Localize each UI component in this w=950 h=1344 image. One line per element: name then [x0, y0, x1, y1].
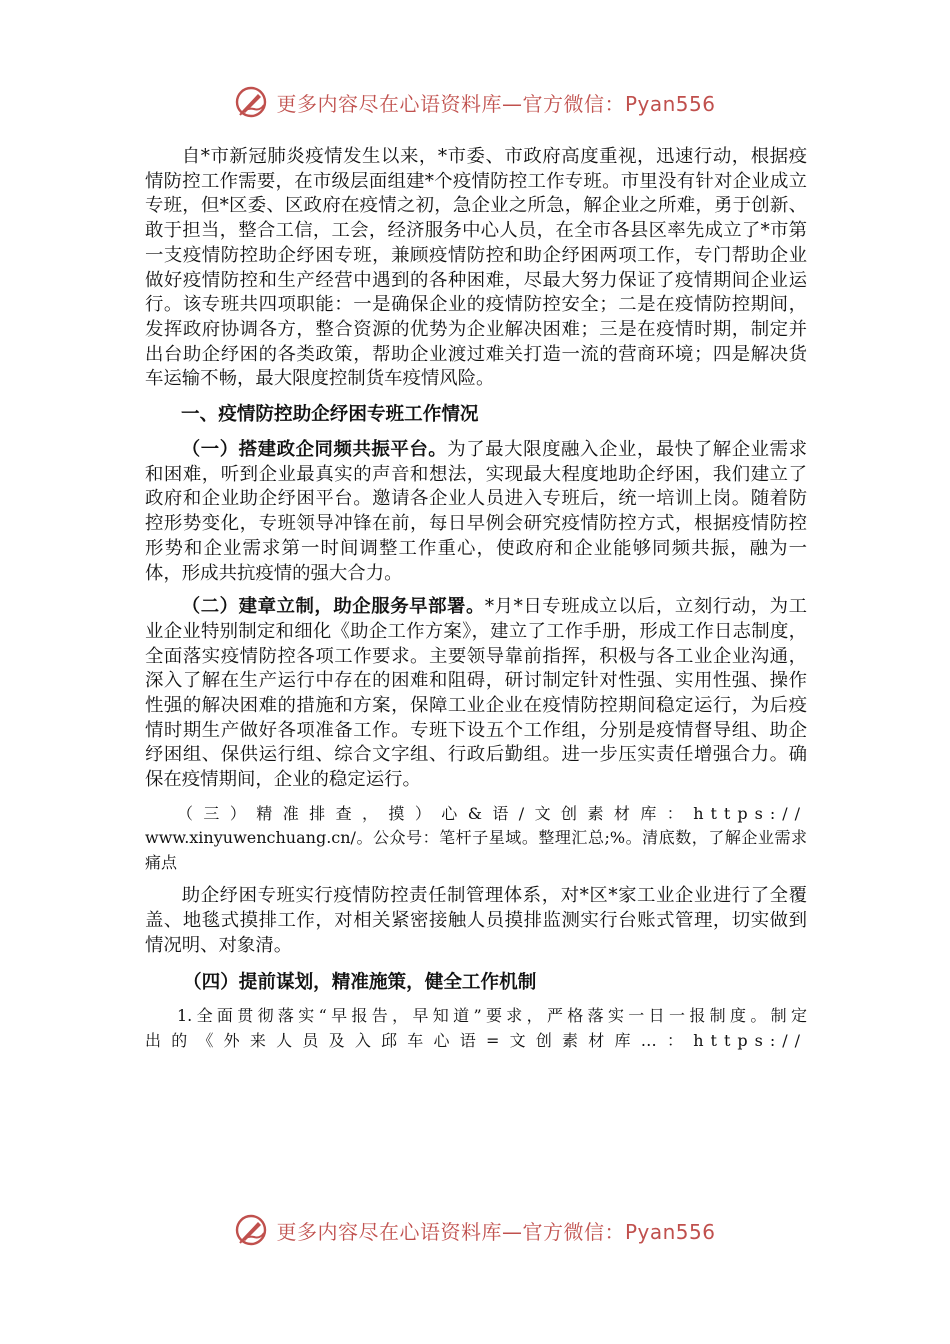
paragraph-2-text: *月*日专班成立以后，立刻行动，为工业企业特别制定和细化《助企工作方案》，建立了工作手册，形成工作日志制度，全面落实疫情防控各项工作要求。主要领导靠前指挥，积极与各工业企业沟通，深入了解在生产运行中存在的困难和阻碍，研讨制定针对性强、实用性强、操作性强的解决困难的措施和方案，保障工业企业在疫情防控期间稳定运行，为后疫情时期生产做好各项准备工作。专班下设五个工作组，分别是疫情督导组、助企纾困组、保供运行组、综合文字组、行政后勤组。进一步压实责任增强合力。确保在疫情期间，企业的稳定运行。	[145, 596, 807, 791]
paragraph-1-lead: （一）搭建政企同频共振平台。	[181, 439, 448, 461]
document-body	[145, 145, 807, 1053]
paragraph-3-line-2: www.xinyuwenchuang.cn/。公众号：笔杆子星域。整理汇总;%。清底数，了解企业需求痛点	[145, 828, 807, 872]
footer-watermark-text: 更多内容尽在心语资料库—官方微信：Pyan556	[276, 1219, 716, 1244]
paragraph-4: 助企纾困专班实行疫情防控责任制管理体系，对*区*家工业企业进行了全覆盖、地毯式摸排工作，对相关紧密接触人员摸排监测实行台账式管理，切实做到情况明、对象清。	[145, 885, 807, 956]
intro-paragraph: 自*市新冠肺炎疫情发生以来，*市委、市政府高度重视，迅速行动，根据疫情防控工作需要，在市级层面组建*个疫情防控工作专班。市里没有针对企业成立专班，但*区委、区政府在疫情之初，急企业之所急，解企业之所难，勇于创新、敢于担当，整合工信，工会，经济服务中心人员，在全市各县区率先成立了*市第一支疫情防控助企纾困专班，兼顾疫情防控和助企纾困两项工作，专门帮助企业做好疫情防控和生产经营中遇到的各种困难，尽最大努力保证了疫情期间企业运行。该专班共四项职能：一是确保企业的疫情防控安全；二是在疫情防控期间，发挥政府协调各方，整合资源的优势为企业解决困难；三是在疫情时期，制定并出台助企纾困的各类政策，帮助企业渡过难关打造一流的营商环境；四是解决货车运输不畅，最大限度控制货车疫情风险。	[145, 146, 807, 390]
header-watermark-banner	[0, 82, 950, 122]
paragraph-2	[145, 595, 807, 793]
paragraph-6-line-1: 1.全面贯彻落实“早报告，早知道”要求，严格落实一日一报制度。制定	[177, 1006, 807, 1026]
paragraph-6-line-2: 出的《外来人员及入邱车心语=文创素材库…：https://	[145, 1030, 807, 1050]
paragraph-2-lead: （二）建章立制，助企服务早部署。	[181, 596, 485, 618]
pen-ribbon-logo-icon	[234, 1213, 268, 1247]
paragraph-3-line-1: （三）精准排查，摸）心&语/文创素材库：https://	[177, 803, 807, 823]
pen-ribbon-logo-icon	[234, 85, 268, 119]
footer-watermark-banner	[0, 1210, 950, 1250]
paragraph-1-text: 为了最大限度融入企业，最快了解企业需求和困难，听到企业最真实的声音和想法，实现最大程度地助企纾困，我们建立了政府和企业助企纾困平台。邀请各企业人员进入专班后，统一培训上岗。随着防控形势变化，专班领导冲锋在前，每日早例会研究疫情防控方式，根据疫情防控形势和企业需求第一时间调整工作重心，使政府和企业能够同频共振，融为一体，形成共抗疫情的强大合力。	[145, 439, 807, 584]
header-watermark-text: 更多内容尽在心语资料库—官方微信：Pyan556	[276, 91, 716, 116]
paragraph-1	[145, 438, 807, 586]
subsection-heading-4: （四）提前谋划，精准施策，健全工作机制	[183, 972, 537, 994]
section-heading-1: 一、疫情防控助企纾困专班工作情况	[181, 404, 479, 426]
